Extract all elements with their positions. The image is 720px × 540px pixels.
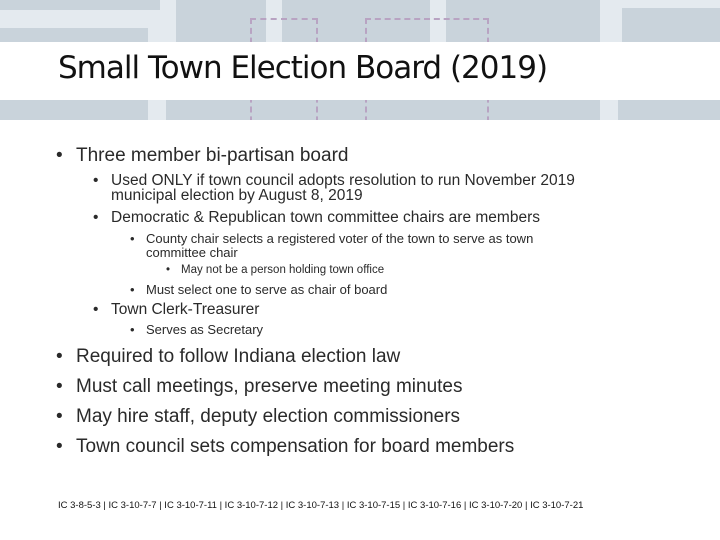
bullet-item bbox=[56, 376, 463, 398]
bullet-text: Must call meetings, preserve meeting minutes bbox=[76, 376, 463, 397]
bullet-continuation bbox=[93, 188, 363, 203]
bullet-text: Democratic & Republican town committee chairs are members bbox=[111, 209, 540, 226]
bullet-text: Required to follow Indiana election law bbox=[76, 346, 401, 367]
bullet-icon: • bbox=[166, 264, 171, 276]
bullet-item bbox=[56, 436, 514, 458]
bullet-icon: • bbox=[93, 209, 99, 226]
bullet-icon: • bbox=[56, 346, 63, 367]
bullet-text: Town council sets compensation for board members bbox=[76, 436, 515, 457]
bullet-text: County chair selects a registered voter of the town to serve as town bbox=[146, 231, 534, 246]
bullet-icon: • bbox=[93, 172, 99, 189]
bullet-item bbox=[166, 264, 384, 276]
bullet-icon: • bbox=[56, 436, 63, 457]
bullet-icon: • bbox=[56, 376, 63, 397]
bullet-item bbox=[93, 302, 259, 317]
bullet-icon: • bbox=[130, 322, 135, 337]
bullet-text: committee chair bbox=[146, 245, 238, 260]
bullet-text: municipal election by August 8, 2019 bbox=[111, 187, 363, 204]
bullet-text: Serves as Secretary bbox=[146, 322, 264, 337]
bullet-item bbox=[130, 323, 263, 336]
bullet-text: Three member bi-partisan board bbox=[76, 145, 349, 166]
bullet-text: Must select one to serve as chair of board bbox=[146, 282, 388, 297]
bullet-item bbox=[93, 173, 575, 188]
bullet-item bbox=[56, 346, 400, 368]
bullet-text: May not be a person holding town office bbox=[181, 264, 385, 276]
bullet-text: May hire staff, deputy election commissioners bbox=[76, 406, 461, 427]
bullet-continuation bbox=[130, 246, 238, 259]
bullet-item bbox=[56, 406, 460, 428]
citation-footer: IC 3-8-5-3 | IC 3-10-7-7 | IC 3-10-7-11 | IC 3-10-7-12 | IC 3-10-7-13 | IC 3-10-7-15 | IC 3-10-7-16 | IC 3-10-7-20 | IC 3-10-7-21 bbox=[58, 500, 584, 511]
bullet-icon: • bbox=[56, 406, 63, 427]
bullet-icon: • bbox=[56, 145, 63, 166]
bullet-item bbox=[130, 283, 387, 296]
slide-title: Small Town Election Board (2019) bbox=[58, 50, 548, 86]
bullet-text: Used ONLY if town council adopts resolution to run November 2019 bbox=[111, 172, 575, 189]
bullet-text: Town Clerk-Treasurer bbox=[111, 301, 260, 318]
bullet-item bbox=[93, 210, 540, 225]
bullet-item bbox=[56, 145, 348, 167]
bullet-icon: • bbox=[130, 282, 135, 297]
bullet-icon: • bbox=[93, 301, 99, 318]
bullet-icon: • bbox=[130, 231, 135, 246]
bullet-item bbox=[130, 232, 533, 245]
